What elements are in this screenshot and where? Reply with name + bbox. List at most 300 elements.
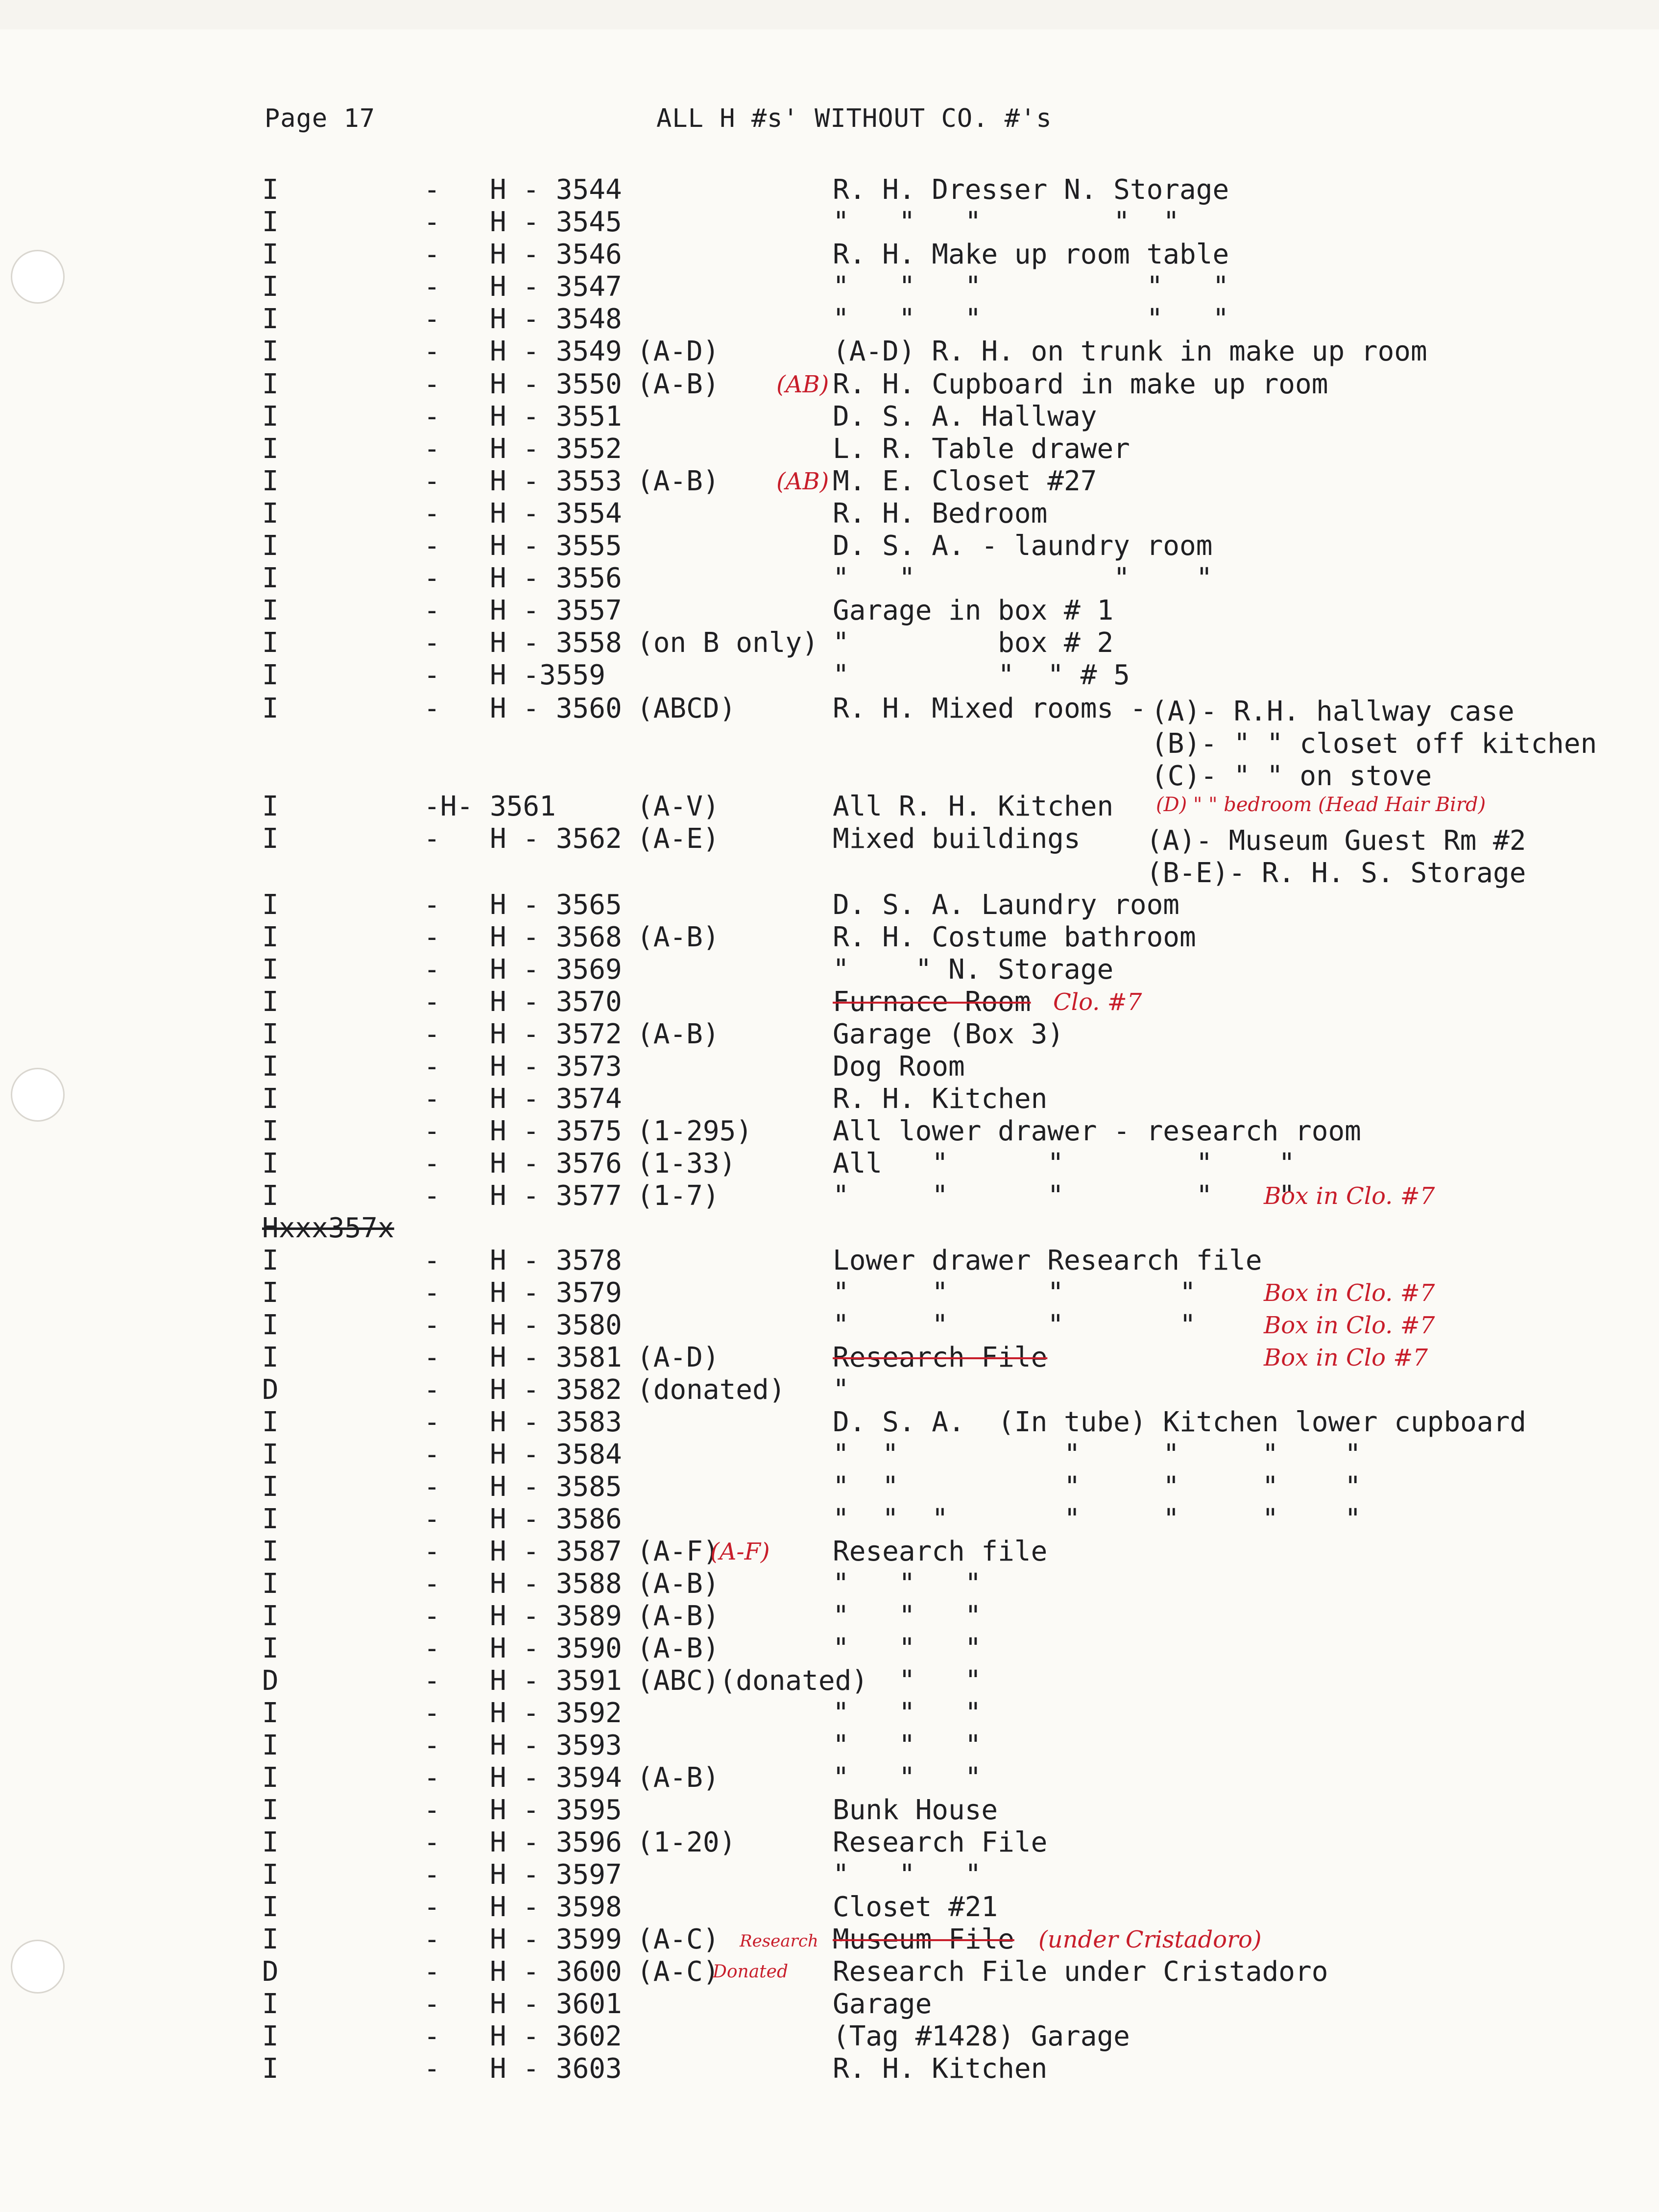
item-num: H - 3547 [490,271,622,303]
item-num: H - 3555 [490,530,622,562]
item-num: H - 3573 [490,1051,622,1082]
item-dash: - [424,2020,440,2052]
item-dash: - [424,1374,440,1406]
list-item [0,889,1659,921]
item-loc: Research File [833,1827,1048,1858]
item-loc: R. H. Costume bathroom [833,921,1196,953]
item-num: H - 3558 [490,627,622,659]
item-num: H - 3593 [490,1730,622,1761]
list-item [0,530,1659,562]
item-code: I [262,1309,279,1341]
item-qual: (A-B) [637,1633,720,1664]
item-loc: " " " [833,1600,982,1632]
item-qual: (A-B) [637,921,720,953]
item-dash: - [424,1309,440,1341]
list-item [0,1277,1659,1309]
list-item [0,303,1659,336]
item-code: I [262,1697,279,1729]
item-dash: - [424,465,440,497]
list-item [0,1794,1659,1827]
list-item [0,498,1659,530]
item-code: I [262,2020,279,2052]
item-loc: " box # 2 [833,627,1114,659]
item-dash: - [424,1018,440,1050]
item-code: I [262,206,279,238]
item-loc: Garage [833,1988,932,2020]
item-dash: - [424,1827,440,1858]
item-num: H - 3596 [490,1827,622,1858]
item-code: I [262,986,279,1018]
item-loc: Research File [833,1342,1048,1373]
item-num: H - 3578 [490,1245,622,1276]
item-dash: - [424,1245,440,1276]
item-code: I [262,1633,279,1664]
item-loc: " " " " " " [833,1439,1361,1470]
item-dash: - [424,530,440,562]
subnote: (B-E)- R. H. S. Storage [1146,857,1526,889]
item-code: I [262,823,279,855]
item-code: I [262,498,279,529]
item-code: I [262,889,279,921]
handwritten-note: (AB) [776,371,829,398]
page-number: Page 17 [264,104,376,133]
item-dash: - [424,433,440,465]
item-loc: " " " " " " [833,1471,1361,1503]
item-loc: R. H. Make up room table [833,239,1229,270]
handwritten-note: Donated [713,1962,789,1982]
item-num: H - 3600 [490,1956,622,1988]
list-item [0,368,1659,401]
item-loc: Garage in box # 1 [833,595,1114,626]
item-code: I [262,1568,279,1600]
handwritten-note: (A-F) [710,1538,770,1565]
item-code: I [262,921,279,953]
list-item [0,239,1659,271]
item-num: H - 3545 [490,206,622,238]
item-dash: - [424,954,440,986]
item-code: I [262,1762,279,1794]
item-num: H - 3588 [490,1568,622,1600]
item-qual: (1-7) [637,1180,720,1212]
item-dash: - [424,1600,440,1632]
list-item [0,1633,1659,1665]
item-code: I [262,791,279,822]
list-item [0,174,1659,206]
list-item [0,921,1659,954]
item-code: I [262,1083,279,1115]
item-qual: (on B only) [637,627,818,659]
item-dash: - [424,498,440,529]
item-code: I [262,1503,279,1535]
list-item [0,1471,1659,1503]
item-num: H - 3565 [490,889,622,921]
list-item [0,1536,1659,1568]
item-loc: " " N. Storage [833,954,1114,986]
list-item [0,1956,1659,1988]
item-qual: (donated) [637,1374,786,1406]
item-code: I [262,1342,279,1373]
item-num: H - 3544 [490,174,622,206]
item-dash: - [424,921,440,953]
list-item [0,954,1659,986]
list-item [0,1665,1659,1697]
item-dash: - [424,1148,440,1179]
list-item [0,659,1659,692]
item-code: I [262,368,279,400]
handwritten-note: Research [740,1931,818,1951]
item-loc: All lower drawer - research room [833,1115,1361,1147]
item-loc: Bunk House [833,1794,998,1826]
item-loc: Lower drawer Research file [833,1245,1262,1276]
item-loc: R. H. Kitchen [833,2053,1048,2085]
item-dash: - [424,1180,440,1212]
item-num: H - 3585 [490,1471,622,1503]
item-qual: (A-B) [637,1600,720,1632]
item-dash: - [424,1665,440,1697]
item-num: H - 3579 [490,1277,622,1309]
item-dash: - [424,1697,440,1729]
item-dash: - [424,401,440,433]
item-qual: (A-F) [637,1536,720,1567]
item-loc: Dog Room [833,1051,965,1082]
item-dash: - [424,1568,440,1600]
item-num: H - 3574 [490,1083,622,1115]
item-qual: (A-V) [637,791,720,822]
item-loc: Garage (Box 3) [833,1018,1064,1050]
item-code: I [262,693,279,724]
list-item [0,433,1659,465]
item-dash: - [424,1956,440,1988]
item-dash: - [424,1439,440,1470]
item-num: H - 3586 [490,1503,622,1535]
list-item [0,206,1659,239]
item-loc: Mixed buildings [833,823,1081,855]
item-loc: D. S. A. - laundry room [833,530,1213,562]
item-num: H - 3576 [490,1148,622,1179]
item-qual: (A-B) [637,1762,720,1794]
item-loc: " " " [833,1697,982,1729]
item-dash: - [424,1115,440,1147]
item-num: H - 3597 [490,1859,622,1891]
item-loc: (Tag #1428) Garage [833,2020,1130,2052]
item-code: I [262,271,279,303]
list-item [0,627,1659,659]
item-dash: - [424,562,440,594]
item-code: I [262,1891,279,1923]
subnote: (A)- Museum Guest Rm #2 [1146,825,1526,857]
item-dash: - [424,303,440,335]
item-loc: R. H. Mixed rooms - [833,693,1147,724]
item-code: I [262,530,279,562]
item-num: H - 3590 [490,1633,622,1664]
item-loc: " " " [833,1568,982,1600]
list-item [0,1374,1659,1406]
item-dash: - [424,1051,440,1082]
item-loc: " " " [833,1762,982,1794]
handwritten-note: (AB) [776,468,829,495]
item-loc: " " " [833,1730,982,1761]
item-num: H - 3569 [490,954,622,986]
item-dash: - [424,659,440,691]
item-dash: - [424,1923,440,1955]
list-item [0,1212,1659,1245]
item-dash: - [424,627,440,659]
item-loc: " " " " [833,1277,1196,1309]
item-num: H - 3550 [490,368,622,400]
item-loc: " " " " [833,562,1213,594]
item-code: I [262,174,279,206]
item-dash: - [424,1406,440,1438]
item-dash: - [424,693,440,724]
item-qual: (A-B) [637,368,720,400]
list-item [0,562,1659,595]
item-dash: - [424,1633,440,1664]
item-code: I [262,1018,279,1050]
item-num: H - 3556 [490,562,622,594]
item-num: H - 3562 [490,823,622,855]
item-num: H - 3587 [490,1536,622,1567]
item-code: I [262,1988,279,2020]
item-qual: (1-33) [637,1148,736,1179]
item-code: I [262,954,279,986]
item-dash: - [424,1730,440,1761]
item-dash: - [424,1277,440,1309]
item-loc: Museum File [833,1923,1014,1955]
item-dash: - [424,823,440,855]
item-code: I [262,1148,279,1179]
page-title: ALL H #s' WITHOUT CO. #'s [656,104,1052,133]
item-code: I [262,1471,279,1503]
item-dash: -H- [424,791,474,822]
item-loc: Research File under Cristadoro [833,1956,1328,1988]
item-num: H - 3599 [490,1923,622,1955]
item-num: H - 3601 [490,1988,622,2020]
item-loc: " " " # 5 [833,659,1130,691]
item-loc: " " " " " [833,303,1229,335]
item-num: H - 3591 [490,1665,622,1697]
list-item [0,1600,1659,1633]
item-dash: - [424,1471,440,1503]
item-code: I [262,239,279,270]
item-loc: Closet #21 [833,1891,998,1923]
item-qual: (ABC)(donated) [637,1665,868,1697]
item-loc: R. H. Bedroom [833,498,1048,529]
item-qual: (A-C) [637,1956,720,1988]
item-dash: - [424,889,440,921]
item-dash: - [424,595,440,626]
item-num: H - 3580 [490,1309,622,1341]
item-code: I [262,1245,279,1276]
item-num: H - 3553 [490,465,622,497]
item-dash: - [424,239,440,270]
list-item [0,1115,1659,1148]
item-qual: (A-C) [637,1923,720,1955]
item-qual: (A-B) [637,1018,720,1050]
list-item [0,336,1659,368]
item-code: I [262,2053,279,2085]
list-item [0,1245,1659,1277]
item-num: H - 3554 [490,498,622,529]
item-dash: - [424,1536,440,1567]
item-num: H - 3548 [490,303,622,335]
list-item [0,986,1659,1018]
item-code: I [262,1277,279,1309]
item-num: H - 3598 [490,1891,622,1923]
item-code: I [262,1730,279,1761]
item-code: I [262,1180,279,1212]
handwritten-note: Box in Clo #7 [1264,1344,1428,1371]
item-code: I [262,659,279,691]
item-code: I [262,1600,279,1632]
list-item [0,1309,1659,1342]
item-loc: " " [833,1665,982,1697]
item-num: H - 3570 [490,986,622,1018]
item-qual: (A-B) [637,1568,720,1600]
item-num: H - 3603 [490,2053,622,2085]
item-loc: M. E. Closet #27 [833,465,1097,497]
item-code: I [262,401,279,433]
item-dash: - [424,271,440,303]
list-item [0,1859,1659,1891]
item-code: I [262,1406,279,1438]
item-loc: " " " " " [833,206,1180,238]
item-code: I [262,336,279,367]
item-loc: Furnace Room [833,986,1031,1018]
item-num: H - 3581 [490,1342,622,1373]
item-code: I [262,1859,279,1891]
item-code: I [262,465,279,497]
item-code: I [262,627,279,659]
item-code: I [262,595,279,626]
list-item [0,1503,1659,1536]
item-dash: - [424,2053,440,2085]
list-item [0,465,1659,498]
item-code: D [262,1374,279,1406]
item-code: I [262,433,279,465]
list-item [0,2053,1659,2085]
item-num: H - 3577 [490,1180,622,1212]
item-num: H - 3557 [490,595,622,626]
item-loc: Research file [833,1536,1048,1567]
item-code: I [262,562,279,594]
item-num: H - 3595 [490,1794,622,1826]
item-loc: D. S. A. (In tube) Kitchen lower cupboard [833,1406,1527,1438]
list-item [0,1342,1659,1374]
item-code: D [262,1956,279,1988]
item-num: H - 3552 [490,433,622,465]
item-num: H - 3584 [490,1439,622,1470]
item-code: I [262,1794,279,1826]
item-loc: " " " " [833,1309,1196,1341]
handwritten-note: Box in Clo. #7 [1264,1182,1435,1210]
item-dash: - [424,174,440,206]
item-loc: D. S. A. Hallway [833,401,1097,433]
list-item [0,1827,1659,1859]
list-item [0,1148,1659,1180]
item-qual: (1-20) [637,1827,736,1858]
item-loc: " " " " " " " [833,1503,1361,1535]
item-code: I [262,1923,279,1955]
item-num: H - 3594 [490,1762,622,1794]
item-num: H - 3589 [490,1600,622,1632]
subnote: (A)- R.H. hallway case [1151,696,1515,727]
item-code: D [262,1665,279,1697]
item-qual: (ABCD) [637,693,736,724]
item-qual: (1-295) [637,1115,753,1147]
item-loc: " " " " " [833,271,1229,303]
item-loc: All " " " " [833,1148,1296,1179]
subnote: (B)- " " closet off kitchen [1151,728,1597,760]
item-dash: - [424,986,440,1018]
item-num: H - 3582 [490,1374,622,1406]
item-dash: - [424,1503,440,1535]
list-item [0,1988,1659,2020]
item-code: I [262,303,279,335]
list-item [0,271,1659,303]
handwritten-note: Box in Clo. #7 [1264,1279,1435,1307]
item-loc: L. R. Table drawer [833,433,1130,465]
item-num: H - 3575 [490,1115,622,1147]
handwritten-note: Clo. #7 [1053,988,1142,1016]
list-item [0,1051,1659,1083]
list-item [0,1891,1659,1923]
item-num: H - 3583 [490,1406,622,1438]
item-num: H - 3602 [490,2020,622,2052]
item-loc: R. H. Dresser N. Storage [833,174,1229,206]
item-qual: (A-D) [637,1342,720,1373]
item-dash: - [424,336,440,367]
list-item [0,1083,1659,1115]
item-dash: - [424,1794,440,1826]
item-code: I [262,1115,279,1147]
item-loc: " " " " " [833,1180,1296,1212]
subnote: (C)- " " on stove [1151,760,1432,792]
item-loc: R. H. Kitchen [833,1083,1048,1115]
item-code: Hxxx357x [262,1212,394,1244]
item-loc: R. H. Cupboard in make up room [833,368,1328,400]
list-item [0,1923,1659,1956]
item-loc: D. S. A. Laundry room [833,889,1180,921]
item-loc: " " " [833,1633,982,1664]
item-loc: " [833,1374,849,1406]
item-num: H - 3546 [490,239,622,270]
handwritten-note: (under Cristadoro) [1038,1926,1262,1953]
item-dash: - [424,1083,440,1115]
list-item [0,1762,1659,1794]
handwritten-note: (D) " " bedroom (Head Hair Bird) [1156,793,1486,816]
item-loc: (A-D) R. H. on trunk in make up room [833,336,1427,367]
item-num: H - 3568 [490,921,622,953]
list-item [0,1697,1659,1730]
item-dash: - [424,1342,440,1373]
list-item [0,595,1659,627]
list-item [0,1568,1659,1600]
item-dash: - [424,1891,440,1923]
item-loc: " " " [833,1859,982,1891]
item-dash: - [424,1988,440,2020]
item-num: H - 3572 [490,1018,622,1050]
item-num: 3561 [490,791,556,822]
list-item [0,1406,1659,1439]
item-num: H - 3551 [490,401,622,433]
item-code: I [262,1439,279,1470]
item-loc: All R. H. Kitchen [833,791,1114,822]
item-dash: - [424,206,440,238]
list-item [0,1730,1659,1762]
item-qual: (A-B) [637,465,720,497]
item-code: I [262,1536,279,1567]
item-num: H - 3560 [490,693,622,724]
